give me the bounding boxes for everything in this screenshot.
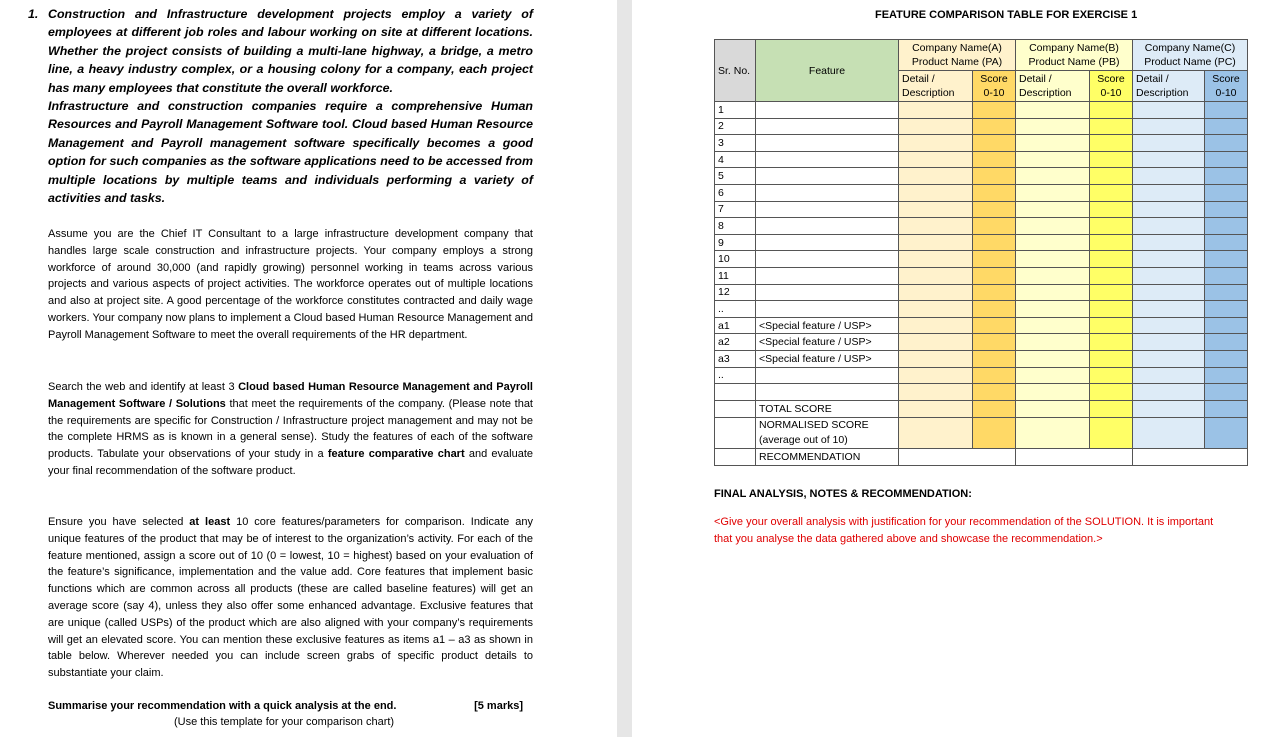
row-score-c[interactable] bbox=[1205, 218, 1248, 235]
row-sr-cell: 11 bbox=[715, 267, 756, 284]
normalised-score-b[interactable] bbox=[1090, 417, 1133, 448]
row-score-a[interactable] bbox=[973, 151, 1016, 168]
row-detail-b[interactable] bbox=[1016, 135, 1090, 152]
row-detail-a[interactable] bbox=[899, 135, 973, 152]
row-detail-c[interactable] bbox=[1133, 135, 1205, 152]
row-feature-cell[interactable]: <Special feature / USP> bbox=[756, 350, 899, 367]
row-feature-cell[interactable] bbox=[756, 168, 899, 185]
header-detail-c: Detail / Description bbox=[1133, 71, 1205, 102]
row-detail-c[interactable] bbox=[1133, 301, 1205, 318]
ensure-text-2: 10 core features/parameters for comparison. Indicate any unique features of the product that may be of interest to the organization’s activity. For each of the feature mentioned, assign a score out of 10 (0 = lowest, 10 = highest) based on your evaluation of the feature’s significance, implementation and the value add. Core features that implement basic functions which are common across all products (these are called baseline features) will get an average score (say 4), unless they also offer some enhanced advantage. Exclusive features that are unique (called USPs) of the product which are also aligned with your company’s requirements will get an elevated score. You can mention these exclusive features as items a1 – a3 as shown in table below. Wherever needed you can include screen grabs of specific product details to substantiate your claim. bbox=[48, 516, 533, 680]
row-sr-cell: .. bbox=[715, 367, 756, 384]
row-score-a[interactable] bbox=[973, 301, 1016, 318]
row-score-c[interactable] bbox=[1205, 350, 1248, 367]
row-score-c[interactable] bbox=[1205, 102, 1248, 119]
table-row bbox=[715, 301, 1248, 318]
row-detail-c[interactable] bbox=[1133, 251, 1205, 268]
row-score-b[interactable] bbox=[1090, 251, 1133, 268]
row-score-b[interactable] bbox=[1090, 350, 1133, 367]
normalised-detail-b[interactable] bbox=[1016, 417, 1090, 448]
assume-paragraph: Assume you are the Chief IT Consultant to a large infrastructure development company that handles large scale construction and infrastructure projects. Your company employs a strong workforce of around 30,000 (and rapidly growing) personnel working in teams across various projects and various aspects of project activities. The workforce operates out of multiple locations and also at project site. A good percentage of the workforce constitutes contracted and daily wage workers. Your company now plans to implement a Cloud based Human Resource Management and Payroll Management Software to meet the overall requirements of the HR department. bbox=[48, 228, 533, 341]
total-sr-cell bbox=[715, 400, 756, 417]
row-sr-cell: .. bbox=[715, 301, 756, 318]
row-feature-cell[interactable] bbox=[756, 118, 899, 135]
table-row bbox=[715, 168, 1248, 185]
row-detail-a[interactable] bbox=[899, 267, 973, 284]
normalised-detail-c[interactable] bbox=[1133, 417, 1205, 448]
total-score-a[interactable] bbox=[973, 400, 1016, 417]
table-row bbox=[715, 218, 1248, 235]
row-score-c[interactable] bbox=[1205, 301, 1248, 318]
row-detail-a[interactable] bbox=[899, 151, 973, 168]
header-score-c: Score 0-10 bbox=[1205, 71, 1248, 102]
table-row bbox=[715, 350, 1248, 367]
row-detail-b[interactable] bbox=[1016, 102, 1090, 119]
row-detail-a[interactable] bbox=[899, 301, 973, 318]
table-row bbox=[715, 317, 1248, 334]
row-sr-cell: 9 bbox=[715, 234, 756, 251]
question-number: 1. bbox=[28, 7, 39, 21]
row-detail-b[interactable] bbox=[1016, 234, 1090, 251]
header-company-a: Company Name(A) Product Name (PA) bbox=[899, 40, 1016, 71]
final-analysis-text[interactable]: <Give your overall analysis with justification for your recommendation of the SOLUTION. It is important that you analyse the data gathered above and showcase the recommendation.> bbox=[714, 516, 1214, 545]
row-detail-c[interactable] bbox=[1133, 267, 1205, 284]
row-score-a[interactable] bbox=[973, 317, 1016, 334]
row-score-a[interactable] bbox=[973, 168, 1016, 185]
row-feature-cell[interactable] bbox=[756, 367, 899, 384]
row-sr-cell: 2 bbox=[715, 118, 756, 135]
row-feature-cell[interactable] bbox=[756, 284, 899, 301]
row-sr-cell: 8 bbox=[715, 218, 756, 235]
row-sr-cell: a3 bbox=[715, 350, 756, 367]
row-detail-a[interactable] bbox=[899, 218, 973, 235]
row-score-a[interactable] bbox=[973, 367, 1016, 384]
row-score-b[interactable] bbox=[1090, 201, 1133, 218]
row-detail-b[interactable] bbox=[1016, 367, 1090, 384]
row-detail-b[interactable] bbox=[1016, 284, 1090, 301]
total-detail-a[interactable] bbox=[899, 400, 973, 417]
table-title: FEATURE COMPARISON TABLE FOR EXERCISE 1 bbox=[875, 9, 1138, 21]
row-detail-a[interactable] bbox=[899, 251, 973, 268]
row-sr-cell: 3 bbox=[715, 135, 756, 152]
row-detail-a[interactable] bbox=[899, 201, 973, 218]
search-paragraph bbox=[48, 379, 533, 480]
final-analysis-title: FINAL ANALYSIS, NOTES & RECOMMENDATION: bbox=[714, 488, 972, 500]
row-score-a[interactable] bbox=[973, 184, 1016, 201]
search-text-1: Search the web and identify at least 3 bbox=[48, 381, 239, 393]
row-detail-b[interactable] bbox=[1016, 184, 1090, 201]
row-score-c[interactable] bbox=[1205, 201, 1248, 218]
row-score-b[interactable] bbox=[1090, 301, 1133, 318]
row-score-c[interactable] bbox=[1205, 168, 1248, 185]
row-detail-b[interactable] bbox=[1016, 267, 1090, 284]
header-company-b: Company Name(B) Product Name (PB) bbox=[1016, 40, 1133, 71]
row-detail-b[interactable] bbox=[1016, 384, 1090, 401]
row-detail-a[interactable] bbox=[899, 168, 973, 185]
row-score-b[interactable] bbox=[1090, 367, 1133, 384]
header-detail-a: Detail / Description bbox=[899, 71, 973, 102]
marks-label: [5 marks] bbox=[474, 700, 523, 712]
table-row bbox=[715, 118, 1248, 135]
row-score-b[interactable] bbox=[1090, 267, 1133, 284]
header-feature: Feature bbox=[756, 40, 899, 102]
question-para-1: Construction and Infrastructure development projects employ a variety of employees at different job roles and labour working on site at different locations. Whether the project consists of building a multi-lane highway, a bridge, a metro line, a heavy industry complex, or a housing colony for a company, each project has many employees that constitute the overall workforce. bbox=[48, 7, 533, 95]
total-score-c[interactable] bbox=[1205, 400, 1248, 417]
row-detail-b[interactable] bbox=[1016, 301, 1090, 318]
row-detail-c[interactable] bbox=[1133, 234, 1205, 251]
row-sr-cell: a1 bbox=[715, 317, 756, 334]
row-feature-cell[interactable] bbox=[756, 267, 899, 284]
row-score-c[interactable] bbox=[1205, 334, 1248, 351]
row-detail-a[interactable] bbox=[899, 350, 973, 367]
row-score-c[interactable] bbox=[1205, 367, 1248, 384]
search-text-3: and evaluate your final recommendation of the software product. bbox=[48, 448, 533, 477]
row-feature-cell[interactable] bbox=[756, 151, 899, 168]
row-score-a[interactable] bbox=[973, 102, 1016, 119]
row-detail-c[interactable] bbox=[1133, 184, 1205, 201]
row-detail-b[interactable] bbox=[1016, 350, 1090, 367]
row-feature-cell[interactable]: <Special feature / USP> bbox=[756, 334, 899, 351]
row-score-c[interactable] bbox=[1205, 135, 1248, 152]
row-feature-cell[interactable]: <Special feature / USP> bbox=[756, 317, 899, 334]
row-score-a[interactable] bbox=[973, 267, 1016, 284]
row-score-b[interactable] bbox=[1090, 102, 1133, 119]
row-detail-b[interactable] bbox=[1016, 118, 1090, 135]
table-row bbox=[715, 151, 1248, 168]
row-detail-b[interactable] bbox=[1016, 201, 1090, 218]
row-feature-cell[interactable] bbox=[756, 251, 899, 268]
row-score-b[interactable] bbox=[1090, 284, 1133, 301]
row-detail-a[interactable] bbox=[899, 284, 973, 301]
row-feature-cell[interactable] bbox=[756, 135, 899, 152]
table-row bbox=[715, 234, 1248, 251]
row-score-b[interactable] bbox=[1090, 384, 1133, 401]
row-detail-a[interactable] bbox=[899, 118, 973, 135]
row-score-a[interactable] bbox=[973, 234, 1016, 251]
question-1 bbox=[28, 5, 533, 207]
row-sr-cell: 4 bbox=[715, 151, 756, 168]
row-detail-c[interactable] bbox=[1133, 367, 1205, 384]
row-score-b[interactable] bbox=[1090, 334, 1133, 351]
row-detail-a[interactable] bbox=[899, 334, 973, 351]
recommendation-a[interactable] bbox=[899, 448, 1016, 465]
table-row bbox=[715, 184, 1248, 201]
summary-line bbox=[48, 700, 533, 712]
row-detail-c[interactable] bbox=[1133, 168, 1205, 185]
row-feature-cell[interactable] bbox=[756, 102, 899, 119]
table-row bbox=[715, 384, 1248, 401]
total-score-label: TOTAL SCORE bbox=[756, 400, 899, 417]
total-detail-c[interactable] bbox=[1133, 400, 1205, 417]
table-row bbox=[715, 201, 1248, 218]
normalised-score-label: NORMALISED SCORE (average out of 10) bbox=[756, 417, 899, 448]
row-score-b[interactable] bbox=[1090, 184, 1133, 201]
row-score-b[interactable] bbox=[1090, 317, 1133, 334]
row-score-b[interactable] bbox=[1090, 218, 1133, 235]
search-bold-2: feature comparative chart bbox=[327, 448, 465, 461]
row-detail-b[interactable] bbox=[1016, 168, 1090, 185]
row-feature-cell[interactable] bbox=[756, 201, 899, 218]
search-text-2: that meet the requirements of the company. (Please note that the requirements are specific for Construction / Infrastructure project management and may not be the complete HRMS as is known in a general sense). Study the features of each of the software products. Tabulate your observations of your study in a bbox=[48, 397, 533, 461]
header-company-c: Company Name(C) Product Name (PC) bbox=[1133, 40, 1248, 71]
comparison-table bbox=[714, 39, 1248, 466]
row-detail-a[interactable] bbox=[899, 184, 973, 201]
table-row bbox=[715, 135, 1248, 152]
row-detail-a[interactable] bbox=[899, 384, 973, 401]
row-detail-b[interactable] bbox=[1016, 251, 1090, 268]
row-score-a[interactable] bbox=[973, 201, 1016, 218]
row-score-c[interactable] bbox=[1205, 118, 1248, 135]
row-detail-c[interactable] bbox=[1133, 102, 1205, 119]
row-detail-c[interactable] bbox=[1133, 317, 1205, 334]
row-feature-cell[interactable] bbox=[756, 234, 899, 251]
ensure-bold-1: at least bbox=[189, 516, 231, 528]
row-sr-cell: a2 bbox=[715, 334, 756, 351]
header-sr-no: Sr. No. bbox=[715, 40, 756, 102]
row-detail-a[interactable] bbox=[899, 102, 973, 119]
row-detail-c[interactable] bbox=[1133, 201, 1205, 218]
summary-text: Summarise your recommendation with a quick analysis at the end. bbox=[48, 700, 397, 712]
row-detail-b[interactable] bbox=[1016, 334, 1090, 351]
row-score-b[interactable] bbox=[1090, 118, 1133, 135]
row-sr-cell: 6 bbox=[715, 184, 756, 201]
row-detail-a[interactable] bbox=[899, 367, 973, 384]
row-feature-cell[interactable] bbox=[756, 384, 899, 401]
table-row bbox=[715, 334, 1248, 351]
use-template-note: (Use this template for your comparison chart) bbox=[174, 716, 395, 728]
row-score-a[interactable] bbox=[973, 118, 1016, 135]
recommendation-b[interactable] bbox=[1016, 448, 1133, 465]
recommendation-label: RECOMMENDATION bbox=[756, 448, 899, 465]
row-feature-cell[interactable] bbox=[756, 184, 899, 201]
row-score-b[interactable] bbox=[1090, 135, 1133, 152]
row-feature-cell[interactable] bbox=[756, 218, 899, 235]
row-detail-b[interactable] bbox=[1016, 317, 1090, 334]
normalised-detail-a[interactable] bbox=[899, 417, 973, 448]
ensure-text-1: Ensure you have selected bbox=[48, 516, 190, 528]
row-detail-c[interactable] bbox=[1133, 118, 1205, 135]
row-sr-cell bbox=[715, 384, 756, 401]
row-score-a[interactable] bbox=[973, 350, 1016, 367]
normalised-score-c[interactable] bbox=[1205, 417, 1248, 448]
row-detail-a[interactable] bbox=[899, 317, 973, 334]
table-row bbox=[715, 102, 1248, 119]
row-sr-cell: 5 bbox=[715, 168, 756, 185]
row-score-c[interactable] bbox=[1205, 317, 1248, 334]
row-detail-b[interactable] bbox=[1016, 218, 1090, 235]
ensure-paragraph bbox=[48, 514, 533, 682]
row-score-c[interactable] bbox=[1205, 251, 1248, 268]
row-score-c[interactable] bbox=[1205, 151, 1248, 168]
total-detail-b[interactable] bbox=[1016, 400, 1090, 417]
row-score-c[interactable] bbox=[1205, 384, 1248, 401]
row-feature-cell[interactable] bbox=[756, 301, 899, 318]
row-score-a[interactable] bbox=[973, 251, 1016, 268]
recommendation-c[interactable] bbox=[1133, 448, 1248, 465]
row-detail-c[interactable] bbox=[1133, 350, 1205, 367]
row-score-c[interactable] bbox=[1205, 184, 1248, 201]
row-score-a[interactable] bbox=[973, 284, 1016, 301]
row-sr-cell: 10 bbox=[715, 251, 756, 268]
row-detail-c[interactable] bbox=[1133, 151, 1205, 168]
normalised-score-a[interactable] bbox=[973, 417, 1016, 448]
normalised-sr-cell bbox=[715, 417, 756, 448]
row-score-b[interactable] bbox=[1090, 151, 1133, 168]
row-sr-cell: 12 bbox=[715, 284, 756, 301]
table-row bbox=[715, 367, 1248, 384]
row-score-a[interactable] bbox=[973, 384, 1016, 401]
table-row bbox=[715, 284, 1248, 301]
row-sr-cell: 1 bbox=[715, 102, 756, 119]
table-row bbox=[715, 267, 1248, 284]
row-score-a[interactable] bbox=[973, 135, 1016, 152]
row-detail-c[interactable] bbox=[1133, 218, 1205, 235]
row-detail-c[interactable] bbox=[1133, 284, 1205, 301]
row-detail-c[interactable] bbox=[1133, 334, 1205, 351]
row-detail-a[interactable] bbox=[899, 234, 973, 251]
row-score-b[interactable] bbox=[1090, 168, 1133, 185]
table-row bbox=[715, 251, 1248, 268]
row-score-b[interactable] bbox=[1090, 234, 1133, 251]
row-detail-b[interactable] bbox=[1016, 151, 1090, 168]
row-detail-c[interactable] bbox=[1133, 384, 1205, 401]
question-para-2: Infrastructure and construction companies require a comprehensive Human Resources and Payroll Management Software tool. Cloud based Human Resource Management and Payroll management software specifically becomes a good option for such companies as the software applications need to be accessed from multiple locations by multiple teams and individuals performing a variety of activities and tasks. bbox=[48, 99, 533, 206]
row-score-a[interactable] bbox=[973, 218, 1016, 235]
row-sr-cell: 7 bbox=[715, 201, 756, 218]
header-detail-b: Detail / Description bbox=[1016, 71, 1090, 102]
row-score-c[interactable] bbox=[1205, 267, 1248, 284]
total-score-b[interactable] bbox=[1090, 400, 1133, 417]
row-score-c[interactable] bbox=[1205, 234, 1248, 251]
row-score-c[interactable] bbox=[1205, 284, 1248, 301]
header-score-a: Score 0-10 bbox=[973, 71, 1016, 102]
recommendation-sr-cell bbox=[715, 448, 756, 465]
row-score-a[interactable] bbox=[973, 334, 1016, 351]
header-score-b: Score 0-10 bbox=[1090, 71, 1133, 102]
search-bold-1: Cloud based Human Resource Management and Payroll Management Software / Solutions bbox=[48, 381, 533, 410]
